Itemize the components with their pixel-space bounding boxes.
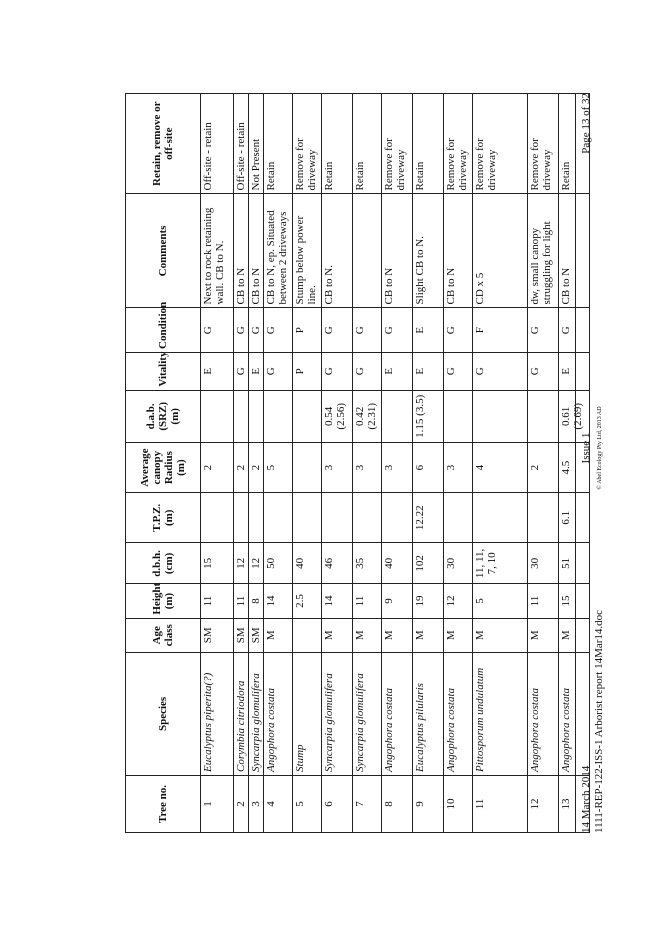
cell-condition: G [559,308,590,352]
cell-age-class: M [413,618,444,652]
cell-tpz [382,493,413,543]
cell-comments: CB to N. [322,194,353,308]
cell-comments: CB to N [382,194,413,308]
cell-tree-no: 10 [444,775,473,832]
cell-comments: Stump below power line. [293,194,322,308]
cell-dab-srz [382,390,413,442]
cell-dab-srz: 0.61 (2.69) [559,390,590,442]
table-header-row [126,94,201,833]
cell-tree-no: 9 [413,775,444,832]
cell-retain-remove: Remove for driveway [444,94,473,194]
cell-height: 11 [353,584,382,618]
cell-tree-no: 2 [234,775,249,832]
cell-vitality: E [413,352,444,390]
footer-divider [575,93,576,833]
cell-dab-srz: 1.15 (3.5) [413,390,444,442]
cell-age-class: M [382,618,413,652]
cell-retain-remove: Remove for driveway [473,94,528,194]
cell-tpz: 6.1 [559,493,590,543]
cell-retain-remove: Retain [353,94,382,194]
cell-height: 5 [473,584,528,618]
table-row [473,94,528,833]
table-row [444,94,473,833]
cell-canopy-radius: 5 [264,443,293,493]
cell-retain-remove: Retain [264,94,293,194]
cell-dbh: 102 [413,543,444,584]
cell-dbh: 12 [249,543,264,584]
table-row [353,94,382,833]
cell-tpz [234,493,249,543]
cell-tree-no: 12 [528,775,559,832]
cell-height: 14 [322,584,353,618]
cell-tpz [249,493,264,543]
cell-height: 2.5 [293,584,322,618]
header-canopy-radius: Average canopy Radius (m) [126,443,201,493]
cell-height: 12 [444,584,473,618]
cell-vitality: G [528,352,559,390]
cell-canopy-radius: 3 [382,443,413,493]
cell-dbh: 11, 11, 7, 10 [473,543,528,584]
footer-issue: Issue 1 [580,432,592,464]
cell-species: Angophora costata [559,652,590,775]
table-row [201,94,234,833]
cell-comments: CB to N [249,194,264,308]
cell-age-class: SM [201,618,234,652]
header-condition: Condition [126,308,201,352]
cell-condition: G [201,308,234,352]
header-species: Species [126,652,201,775]
cell-dbh: 46 [322,543,353,584]
cell-condition: G [322,308,353,352]
cell-condition: G [353,308,382,352]
cell-retain-remove: Retain [413,94,444,194]
cell-canopy-radius: 4 [473,443,528,493]
cell-dbh: 15 [201,543,234,584]
cell-canopy-radius: 2 [249,443,264,493]
cell-retain-remove: Off-site - retain [201,94,234,194]
cell-tree-no: 3 [249,775,264,832]
cell-vitality: E [559,352,590,390]
cell-species: Angophora costata [444,652,473,775]
cell-canopy-radius: 2 [234,443,249,493]
cell-tree-no: 6 [322,775,353,832]
cell-vitality: G [322,352,353,390]
cell-age-class: M [473,618,528,652]
table-row [234,94,249,833]
cell-dab-srz [444,390,473,442]
cell-dab-srz [234,390,249,442]
cell-species: Pittosporum undulatum [473,652,528,775]
cell-tree-no: 13 [559,775,590,832]
cell-species: Syncarpia glomulifera [322,652,353,775]
cell-tpz [528,493,559,543]
cell-tree-no: 1 [201,775,234,832]
table-row [322,94,353,833]
cell-comments: CB to N [559,194,590,308]
cell-species: Angophora costata [382,652,413,775]
cell-comments: CB to N, ep. Situated between 2 driveways [264,194,293,308]
cell-condition: E [413,308,444,352]
table-row [293,94,322,833]
cell-canopy-radius: 2 [528,443,559,493]
cell-age-class: SM [249,618,264,652]
cell-comments: CB to N [234,194,249,308]
cell-species: Syncarpia glomulifera [353,652,382,775]
cell-dbh: 30 [444,543,473,584]
header-comments: Comments [126,194,201,308]
cell-vitality: P [293,352,322,390]
cell-species: Angophora costata [264,652,293,775]
cell-tree-no: 11 [473,775,528,832]
cell-age-class: M [559,618,590,652]
cell-tpz [353,493,382,543]
cell-retain-remove: Remove for driveway [382,94,413,194]
cell-tpz [444,493,473,543]
table-row [528,94,559,833]
cell-age-class: M [264,618,293,652]
footer-copyright: © Abel Ecology Pty Ltd, 2013 AD [597,406,603,490]
cell-canopy-radius: 3 [322,443,353,493]
cell-condition: G [264,308,293,352]
cell-comments: Next to rock retaining wall. CB to N. [201,194,234,308]
cell-comments: CB to N [444,194,473,308]
cell-canopy-radius: 4.5 [559,443,590,493]
cell-species: Syncarpia glomulifera [249,652,264,775]
cell-age-class: M [528,618,559,652]
cell-tpz [264,493,293,543]
cell-tree-no: 4 [264,775,293,832]
cell-dab-srz [528,390,559,442]
cell-canopy-radius: 6 [413,443,444,493]
cell-canopy-radius: 2 [201,443,234,493]
cell-age-class: M [322,618,353,652]
cell-canopy-radius [293,443,322,493]
footer-page-number: Page 13 of 32 [580,93,592,154]
cell-vitality: G [473,352,528,390]
table-row [249,94,264,833]
cell-retain-remove: Remove for driveway [293,94,322,194]
cell-tree-no: 5 [293,775,322,832]
cell-retain-remove: Retain [322,94,353,194]
cell-dbh: 51 [559,543,590,584]
cell-dab-srz: 0.42 (2.31) [353,390,382,442]
cell-comments: Slight CB to N. [413,194,444,308]
footer-left [580,610,606,833]
cell-vitality: E [249,352,264,390]
cell-condition: P [293,308,322,352]
footer-doc-ref: 1111-REP-122-ISS-1 Arborist report 14Mar14.doc [593,609,605,833]
cell-comments: dw, small canopy struggling for light [528,194,559,308]
cell-age-class: M [353,618,382,652]
header-age-class: Age class [126,618,201,652]
cell-age-class: M [444,618,473,652]
cell-tree-no: 7 [353,775,382,832]
footer-date: 14 March 2014 [580,765,592,833]
cell-tree-no: 8 [382,775,413,832]
cell-tpz: 12.22 [413,493,444,543]
cell-dbh: 12 [234,543,249,584]
cell-tpz [201,493,234,543]
cell-retain-remove: Remove for driveway [528,94,559,194]
cell-comments: CD x 5 [473,194,528,308]
cell-dab-srz [264,390,293,442]
cell-retain-remove: Retain [559,94,590,194]
header-dab-srz: d.a.b. (SRZ) (m) [126,390,201,442]
cell-dbh: 50 [264,543,293,584]
table-row [264,94,293,833]
cell-height: 15 [559,584,590,618]
cell-dab-srz [201,390,234,442]
cell-species: Eucalyptus pilularis [413,652,444,775]
cell-condition: G [234,308,249,352]
cell-height: 11 [528,584,559,618]
cell-height: 14 [264,584,293,618]
cell-dab-srz [293,390,322,442]
table-row [382,94,413,833]
cell-species: Eucalyptus piperita(?) [201,652,234,775]
cell-tpz [322,493,353,543]
cell-tpz [293,493,322,543]
cell-age-class: SM [234,618,249,652]
cell-age-class [293,618,322,652]
cell-species: Stump [293,652,322,775]
header-height: Height (m) [126,584,201,618]
cell-height: 11 [201,584,234,618]
cell-species: Angophora costata [528,652,559,775]
cell-comments [353,194,382,308]
cell-dbh: 40 [293,543,322,584]
table-row [413,94,444,833]
cell-height: 9 [382,584,413,618]
cell-vitality: G [444,352,473,390]
cell-retain-remove: Not Present [249,94,264,194]
cell-height: 8 [249,584,264,618]
cell-vitality: E [382,352,413,390]
tree-assessment-table [125,93,590,833]
cell-condition: G [249,308,264,352]
cell-dbh: 40 [382,543,413,584]
cell-canopy-radius: 3 [353,443,382,493]
cell-condition: G [444,308,473,352]
header-retain-remove: Retain, remove or off-site [126,94,201,194]
cell-vitality: E [201,352,234,390]
cell-retain-remove: Off-site - retain [234,94,249,194]
cell-dbh: 30 [528,543,559,584]
cell-species: Corymbia citriodora [234,652,249,775]
cell-condition: G [382,308,413,352]
header-tree-no: Tree no. [126,775,201,832]
cell-vitality: G [353,352,382,390]
cell-tpz [473,493,528,543]
header-dbh: d.b.h. (cm) [126,543,201,584]
cell-dab-srz [473,390,528,442]
cell-dbh: 35 [353,543,382,584]
header-vitality: Vitality [126,352,201,390]
cell-condition: G [528,308,559,352]
cell-height: 19 [413,584,444,618]
cell-condition: F [473,308,528,352]
header-tpz: T.P.Z. (m) [126,493,201,543]
cell-vitality: G [264,352,293,390]
cell-canopy-radius: 3 [444,443,473,493]
cell-dab-srz [249,390,264,442]
cell-vitality: G [234,352,249,390]
cell-height: 11 [234,584,249,618]
cell-dab-srz: 0.54 (2.56) [322,390,353,442]
